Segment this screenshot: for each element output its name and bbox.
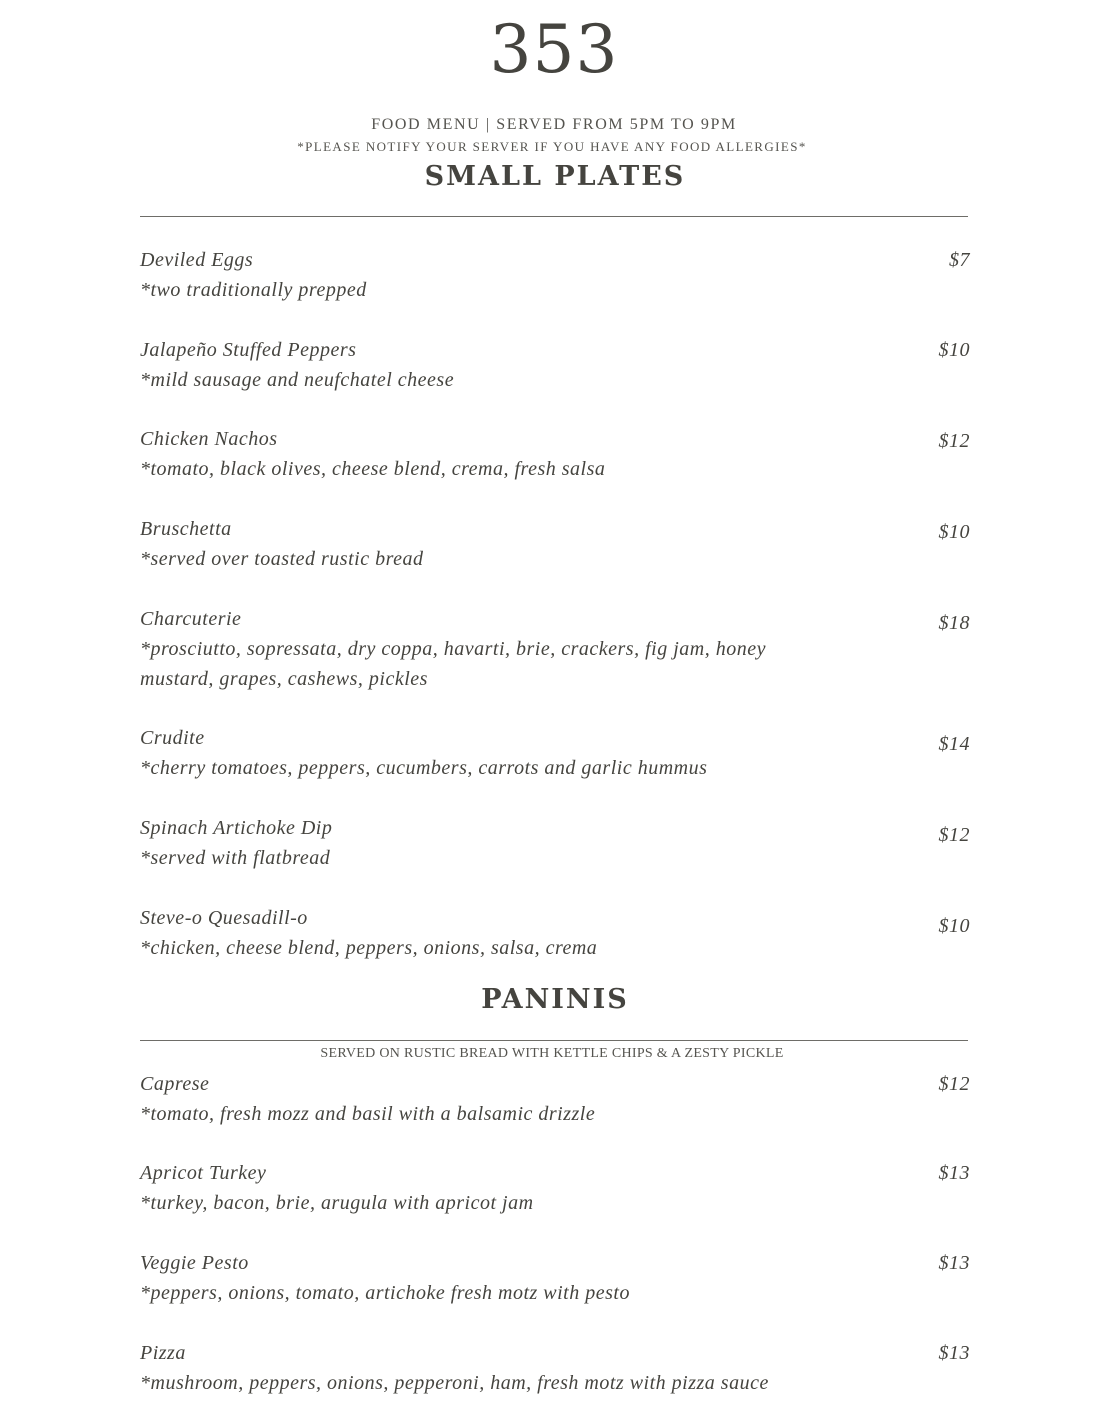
item-description: *peppers, onions, tomato, artichoke fresh motz with pesto <box>140 1282 630 1304</box>
item-price: $13 <box>938 1252 970 1274</box>
item-description: *tomato, fresh mozz and basil with a balsamic drizzle <box>140 1103 596 1125</box>
restaurant-title: 353 <box>489 11 619 88</box>
menu-item <box>140 604 970 694</box>
item-price: $13 <box>938 1342 970 1364</box>
item-name: Jalapeño Stuffed Peppers <box>140 339 357 361</box>
item-description: *cherry tomatoes, peppers, cucumbers, carrots and garlic hummus <box>140 757 708 779</box>
section-title-small-plates: SMALL PLATES <box>424 161 686 192</box>
item-description: *mild sausage and neufchatel cheese <box>140 369 455 391</box>
item-name: Pizza <box>140 1342 186 1364</box>
item-description: *served with flatbread <box>140 847 331 869</box>
menu-hours: FOOD MENU | SERVED FROM 5PM TO 9PM <box>371 116 737 133</box>
menu-item <box>140 335 970 395</box>
paninis-note: SERVED ON RUSTIC BREAD WITH KETTLE CHIPS & A ZESTY PICKLE <box>320 1046 784 1061</box>
item-price: $7 <box>949 249 970 271</box>
item-name: Bruschetta <box>140 518 232 540</box>
allergy-note: *PLEASE NOTIFY YOUR SERVER IF YOU HAVE ANY FOOD ALLERGIES* <box>297 139 807 154</box>
menu-item <box>140 424 970 484</box>
item-name: Charcuterie <box>140 608 242 630</box>
item-description: *turkey, bacon, brie, arugula with apricot jam <box>140 1192 534 1214</box>
item-description: *tomato, black olives, cheese blend, crema, fresh salsa <box>140 458 606 480</box>
item-name: Crudite <box>140 727 205 749</box>
item-price: $12 <box>938 1073 970 1095</box>
item-price: $14 <box>938 733 970 755</box>
menu-item <box>140 813 970 873</box>
section-title-paninis: PANINIS <box>481 984 629 1015</box>
item-name: Caprese <box>140 1073 210 1095</box>
item-name: Deviled Eggs <box>140 249 254 271</box>
item-description: *served over toasted rustic bread <box>140 548 424 570</box>
item-price: $18 <box>938 612 970 634</box>
menu-item <box>140 1248 970 1308</box>
menu-item <box>140 1069 970 1129</box>
item-description: *two traditionally prepped <box>140 279 367 301</box>
item-description: *prosciutto, sopressata, dry coppa, havarti, brie, crackers, fig jam, honey mustard, grapes, cashews, pickles <box>140 638 766 690</box>
menu-item <box>140 514 970 574</box>
item-price: $12 <box>938 430 970 452</box>
item-price: $10 <box>938 521 970 543</box>
item-name: Steve-o Quesadill-o <box>140 907 308 929</box>
item-name: Veggie Pesto <box>140 1252 249 1274</box>
item-name: Apricot Turkey <box>140 1162 267 1184</box>
item-price: $10 <box>938 915 970 937</box>
item-price: $10 <box>938 339 970 361</box>
menu-item <box>140 723 970 783</box>
menu-item <box>140 245 970 305</box>
item-description: *mushroom, peppers, onions, pepperoni, ham, fresh motz with pizza sauce <box>140 1372 769 1394</box>
item-description: *chicken, cheese blend, peppers, onions, salsa, crema <box>140 937 598 959</box>
item-price: $12 <box>938 824 970 846</box>
item-name: Chicken Nachos <box>140 428 278 450</box>
menu-item <box>140 1338 970 1398</box>
menu-item <box>140 903 970 963</box>
item-name: Spinach Artichoke Dip <box>140 817 333 839</box>
menu-item <box>140 1158 970 1218</box>
item-price: $13 <box>938 1162 970 1184</box>
section-divider <box>140 216 968 217</box>
section-divider <box>140 1040 968 1041</box>
